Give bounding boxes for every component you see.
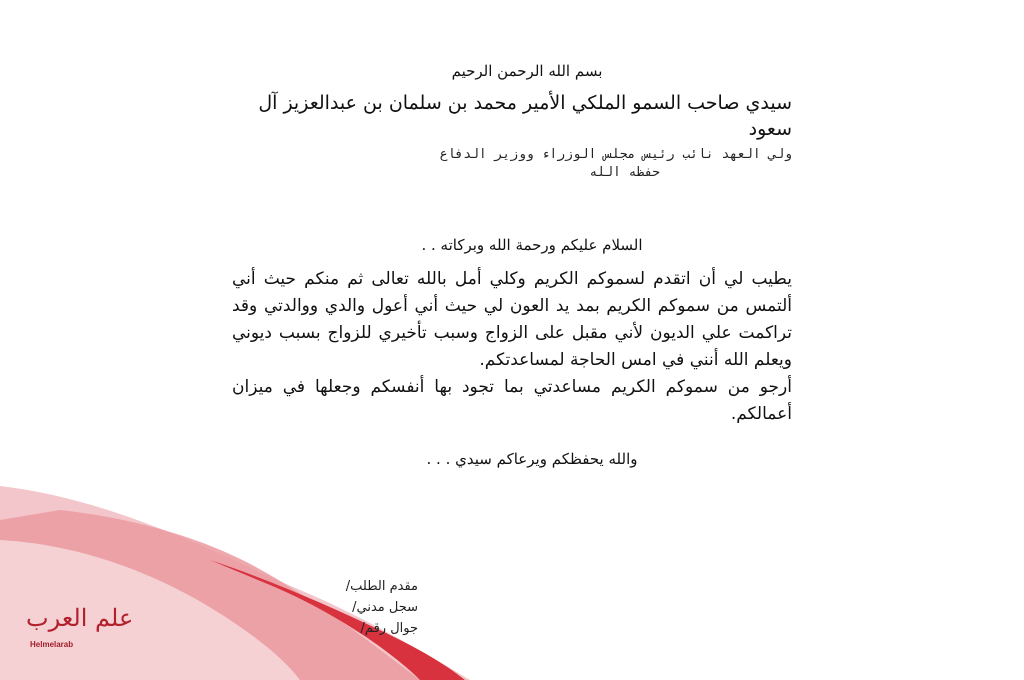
addressee-blessing: حفظه الله: [589, 165, 660, 180]
helmelarab-logo: [26, 604, 136, 654]
body-paragraph-2: أرجو من سموكم الكريم مساعدتي بما تجود بها أنفسكم وجعلها في ميزان أعمالكم.: [232, 377, 792, 424]
logo-arabic-text: علم العرب: [26, 604, 134, 632]
logo-latin-text: Helmelarab: [30, 640, 74, 649]
addressee-title: ولي العهد نائب رئيس مجلس الوزراء ووزير الدفاع: [439, 147, 792, 162]
addressee: سيدي صاحب السمو الملكي الأمير محمد بن سلمان بن عبدالعزيز آل سعود: [258, 92, 792, 140]
greeting: السلام عليكم ورحمة الله وبركاته . .: [421, 236, 643, 254]
closing: والله يحفظكم ويرعاكم سيدي . . .: [426, 450, 638, 468]
civil-record-label: سجل مدني/: [352, 600, 418, 615]
body-paragraph-1: يطيب لي أن اتقدم لسموكم الكريم وكلي أمل بالله تعالى ثم منكم حيث أني ألتمس من سموكم الكريم بمد يد العون لي حيث أني أعول والدي ووالدتي وقد تراكمت علي الديون لأني مقبل على الزواج وسبب تأخيري للزواج بسبب ديوني ويعلم الله أنني في امس الحاجة لمساعدتكم.: [232, 269, 792, 370]
mobile-label: جوال رقم/: [360, 621, 418, 636]
signature-block: [318, 576, 418, 639]
basmala: بسم الله الرحمن الرحيم: [451, 62, 603, 80]
applicant-label: مقدم الطلب/: [345, 579, 418, 594]
letter-body: [232, 62, 792, 468]
